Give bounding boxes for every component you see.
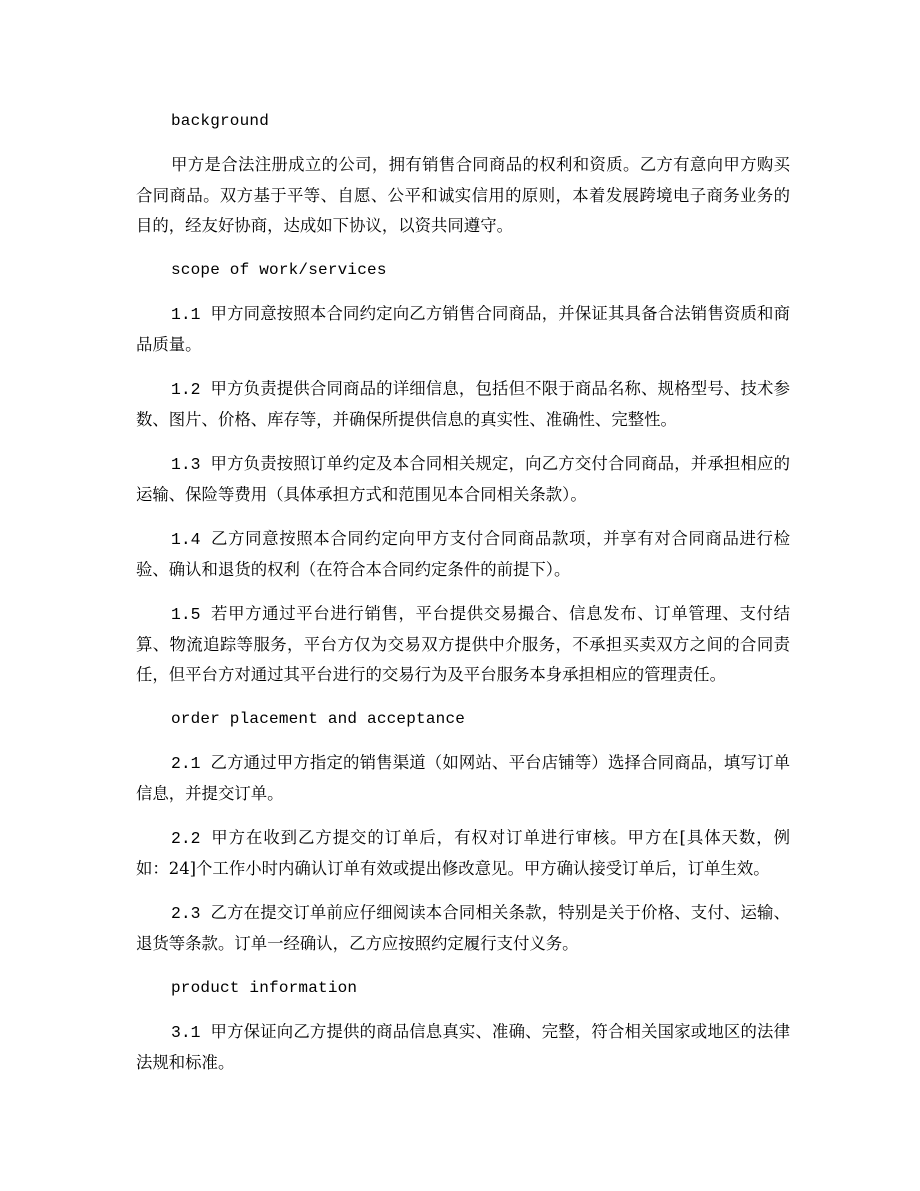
clause-1-2	[136, 374, 790, 435]
clause-1-1	[136, 299, 790, 360]
clause-2-3	[136, 898, 790, 959]
paragraph-background	[136, 150, 790, 241]
clause-text: 乙方同意按照本合同约定向甲方支付合同商品款项，并享有对合同商品进行检验、确认和退货的权利（在符合本合同约定条件的前提下）。	[136, 529, 790, 579]
clause-number: 1.4	[171, 530, 212, 549]
clause-number: 1.5	[171, 605, 212, 624]
clause-text: 若甲方通过平台进行销售，平台提供交易撮合、信息发布、订单管理、支付结算、物流追踪等服务，平台方仅为交易双方提供中介服务，不承担买卖双方之间的合同责任，但平台方对通过其平台进行的交易行为及平台服务本身承担相应的管理责任。	[136, 604, 790, 684]
clause-text: 甲方保证向乙方提供的商品信息真实、准确、完整，符合相关国家或地区的法律法规和标准。	[136, 1022, 790, 1072]
clause-number: 1.2	[171, 380, 211, 399]
clause-text: 乙方在提交订单前应仔细阅读本合同相关条款，特别是关于价格、支付、运输、退货等条款。订单一经确认，乙方应按照约定履行支付义务。	[136, 903, 790, 953]
section-heading-product: product information	[171, 979, 358, 997]
clause-number: 2.1	[171, 754, 211, 773]
section-heading-scope: scope of work/services	[171, 261, 387, 279]
section-heading-background: background	[171, 112, 270, 130]
clause-1-3	[136, 449, 790, 510]
clause-text: 甲方负责按照订单约定及本合同相关规定，向乙方交付合同商品，并承担相应的运输、保险等费用（具体承担方式和范围见本合同相关条款）。	[136, 454, 790, 504]
clause-text: 甲方在收到乙方提交的订单后，有权对订单进行审核。甲方在[具体天数，例如：24]个工作小时内确认订单有效或提出修改意见。甲方确认接受订单后，订单生效。	[136, 828, 790, 878]
clause-1-4	[136, 524, 790, 585]
clause-number: 3.1	[171, 1023, 211, 1042]
clause-number: 1.3	[171, 455, 211, 474]
clause-text: 甲方负责提供合同商品的详细信息，包括但不限于商品名称、规格型号、技术参数、图片、价格、库存等，并确保所提供信息的真实性、准确性、完整性。	[136, 379, 790, 429]
clause-number: 1.1	[171, 305, 211, 324]
clause-text: 甲方同意按照本合同约定向乙方销售合同商品，并保证其具备合法销售资质和商品质量。	[136, 304, 790, 354]
clause-number: 2.2	[171, 829, 212, 848]
clause-2-2	[136, 823, 790, 884]
clause-1-5	[136, 599, 790, 690]
clause-text: 甲方是合法注册成立的公司，拥有销售合同商品的权利和资质。乙方有意向甲方购买合同商品。双方基于平等、自愿、公平和诚实信用的原则，本着发展跨境电子商务业务的目的，经友好协商，达成如下协议，以资共同遵守。	[136, 155, 790, 235]
clause-2-1	[136, 748, 790, 809]
section-heading-order: order placement and acceptance	[171, 710, 466, 728]
clause-number: 2.3	[171, 904, 211, 923]
clause-text: 乙方通过甲方指定的销售渠道（如网站、平台店铺等）选择合同商品，填写订单信息，并提交订单。	[136, 753, 790, 803]
clause-3-1	[136, 1017, 790, 1078]
